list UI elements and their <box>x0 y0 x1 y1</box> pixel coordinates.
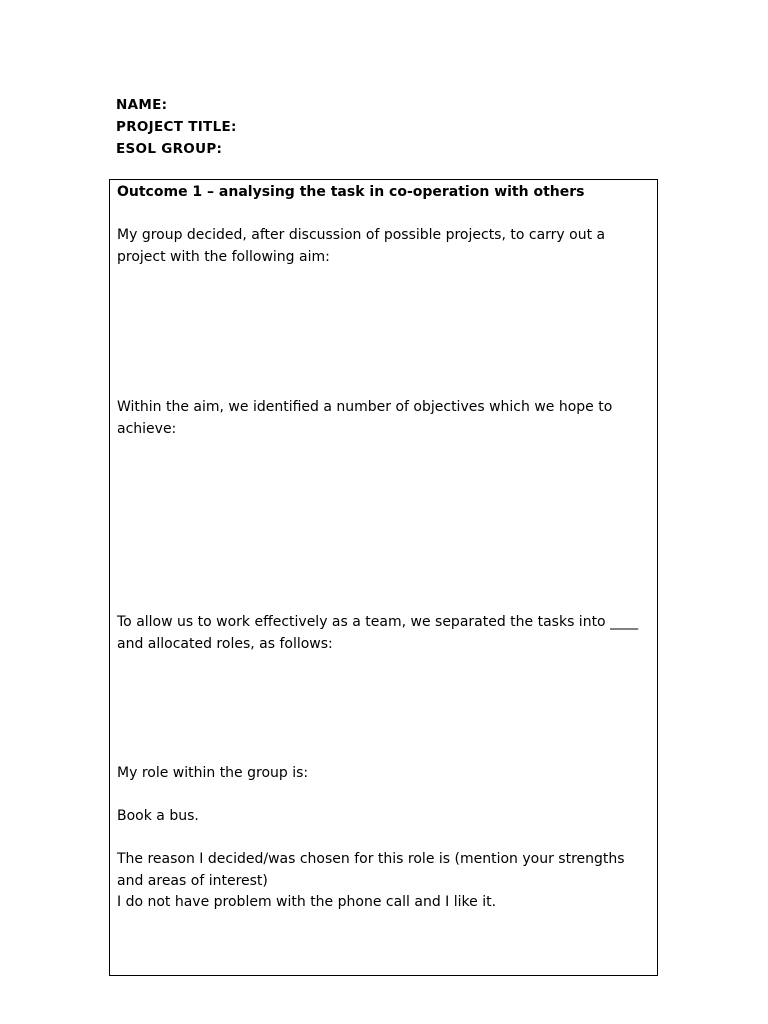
role-answer: Book a bus. <box>117 808 199 824</box>
reason-answer: I do not have problem with the phone call and I like it. <box>117 894 497 910</box>
reason-prompt: The reason I decided/was chosen for this role is (mention your strengths and areas of interest) <box>117 851 625 889</box>
outcome-box <box>109 179 658 976</box>
esol-group-label: ESOL GROUP: <box>116 141 223 157</box>
objectives-prompt: Within the aim, we identified a number of objectives which we hope to achieve: <box>117 399 613 437</box>
header-fields <box>116 94 237 160</box>
project-title-label: PROJECT TITLE: <box>116 119 237 135</box>
name-label: NAME: <box>116 97 168 113</box>
aim-prompt: My group decided, after discussion of possible projects, to carry out a project with the following aim: <box>117 227 606 265</box>
outcome-title: Outcome 1 – analysing the task in co-operation with others <box>117 184 585 200</box>
tasks-prompt: To allow us to work effectively as a team, we separated the tasks into ____ and allocated roles, as follows: <box>117 614 639 652</box>
role-prompt: My role within the group is: <box>117 765 309 781</box>
